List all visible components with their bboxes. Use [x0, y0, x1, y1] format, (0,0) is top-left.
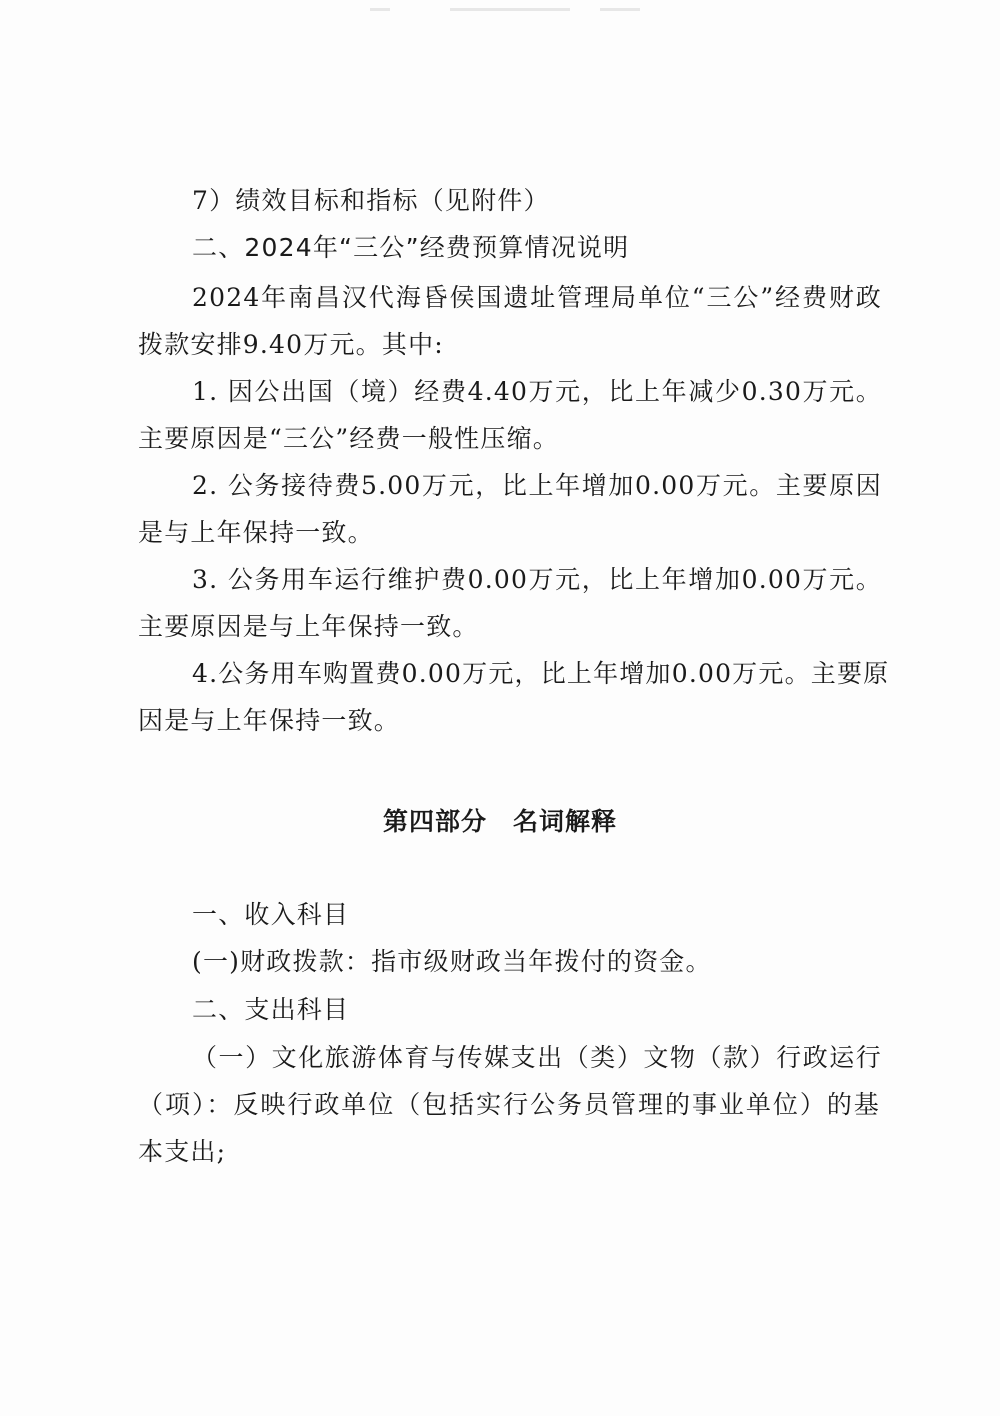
- item-7-text: 7）绩效目标和指标（见附件）: [192, 186, 550, 215]
- scan-artifact: [370, 8, 390, 11]
- expense-item-1-line-2: （项）：反映行政单位（包括实行公务员管理的事业单位）的基: [138, 1090, 880, 1119]
- item-3-line-1: 3. 公务用车运行维护费0.00万元，比上年增加0.00万元。: [192, 565, 882, 594]
- item-1-line-2: 主要原因是“三公”经费一般性压缩。: [138, 424, 559, 453]
- income-item-1: (一)财政拨款：指市级财政当年拨付的资金。: [192, 947, 712, 976]
- item-2-line-1: 2. 公务接待费5.00万元，比上年增加0.00万元。主要原因: [192, 471, 882, 500]
- expense-item-1-line-3: 本支出;: [138, 1137, 227, 1166]
- scan-artifact: [450, 8, 570, 11]
- item-3-line-2: 主要原因是与上年保持一致。: [138, 612, 479, 641]
- intro-paragraph-line-2: 拨款安排9.40万元。其中:: [138, 330, 444, 359]
- intro-paragraph-line-1: 2024年南昌汉代海昏侯国遗址管理局单位“三公”经费财政: [192, 283, 882, 312]
- item-4-line-2: 因是与上年保持一致。: [138, 706, 401, 735]
- item-2-line-2: 是与上年保持一致。: [138, 518, 374, 547]
- scan-artifact: [600, 8, 640, 11]
- income-heading: 一、收入科目: [192, 900, 350, 929]
- section-heading-three-public: 二、2024年“三公”经费预算情况说明: [192, 233, 630, 262]
- expense-heading: 二、支出科目: [192, 995, 350, 1024]
- section-four-title: 第四部分 名词解释: [382, 807, 617, 836]
- item-1-line-1: 1. 因公出国（境）经费4.40万元，比上年减少0.30万元。: [192, 377, 882, 406]
- expense-item-1-line-1: （一）文化旅游体育与传媒支出（类）文物（款）行政运行: [192, 1043, 882, 1072]
- item-4-line-1: 4.公务用车购置费0.00万元，比上年增加0.00万元。主要原: [192, 659, 890, 688]
